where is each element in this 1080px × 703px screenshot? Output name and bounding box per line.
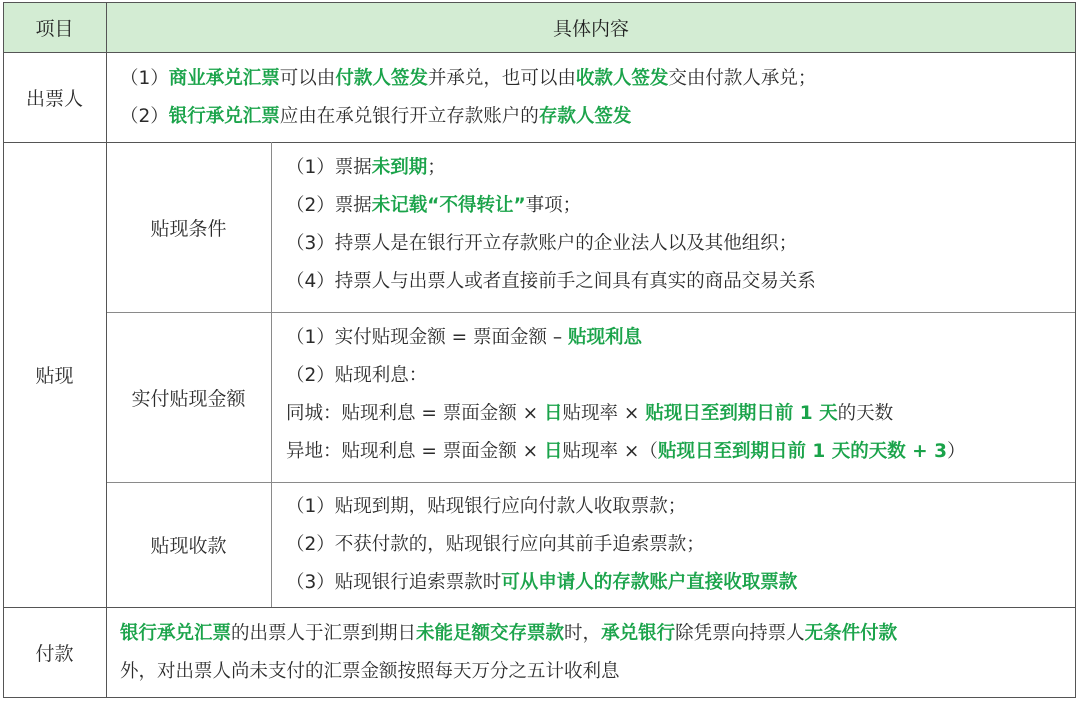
text-segment: （2） [120, 106, 169, 127]
highlight-text: 未到期 [371, 157, 428, 178]
border-col-divider [106, 2, 107, 698]
border-sub0-bottom [106, 312, 1076, 313]
highlight-text: 日 [544, 441, 563, 462]
text-segment: （1）实付贴现金额 = 票面金额 – [286, 327, 569, 348]
text-segment: 可以由 [279, 68, 336, 89]
text-segment: 贴现率 ×（ [562, 441, 658, 462]
text-segment: 外，对出票人尚未支付的汇票金额按照每天万分之五计收利息 [120, 661, 620, 682]
drawer-content [120, 60, 1070, 136]
border-top [3, 2, 1076, 3]
border-sub1-bottom [106, 482, 1076, 483]
border-sub-divider [271, 142, 272, 607]
border-discount-bottom [3, 607, 1076, 608]
highlight-text: 收款人签发 [575, 68, 669, 89]
border-bottom [3, 697, 1076, 698]
content-line [286, 564, 1071, 602]
highlight-text: 无条件付款 [804, 623, 898, 644]
content-line [286, 357, 1071, 395]
text-segment: 事项； [525, 195, 582, 216]
highlight-text: 可从申请人的存款账户直接收取票款 [501, 572, 798, 593]
text-segment: 的天数 [837, 403, 894, 424]
collection-label: 贴现收款 [150, 535, 227, 557]
highlight-text: 贴现利息 [568, 327, 643, 348]
text-segment: （3）持票人是在银行开立存款账户的企业法人以及其他组织； [286, 233, 798, 254]
highlight-text: 未能足额交存票款 [416, 623, 565, 644]
highlight-text: 贴现日至到期日前 1 天 [645, 403, 838, 424]
highlight-text: 存款人签发 [538, 106, 632, 127]
content-line [286, 149, 1071, 187]
header-item-label: 项目 [35, 17, 74, 40]
text-segment: （1）票据 [286, 157, 372, 178]
sub-label-collection [106, 482, 271, 607]
header-col-item [3, 2, 106, 52]
text-segment: （3）贴现银行追索票款时 [286, 572, 502, 593]
content-line [286, 225, 1071, 263]
payment-content [120, 615, 1070, 691]
content-line [286, 263, 1071, 301]
highlight-text: 银行承兑汇票 [120, 623, 232, 644]
row-label-drawer [3, 52, 106, 142]
payment-label: 付款 [35, 643, 74, 665]
content-line [120, 615, 1070, 653]
text-segment: ； [427, 157, 446, 178]
content-line [120, 60, 1070, 98]
collection-content [286, 488, 1071, 602]
text-segment: 的出票人于汇票到期日 [231, 623, 417, 644]
text-segment: （1）贴现到期，贴现银行应向付款人收取票款； [286, 496, 687, 517]
content-line [286, 433, 1071, 471]
text-segment: 异地：贴现利息 = 票面金额 × [286, 441, 545, 462]
summary-table [3, 2, 1076, 698]
text-segment: 应由在承兑银行开立存款账户的 [279, 106, 539, 127]
highlight-text: 商业承兑汇票 [168, 68, 280, 89]
conditions-content [286, 149, 1071, 301]
text-segment: 交由付款人承兑； [668, 68, 817, 89]
content-line [286, 526, 1071, 564]
text-segment: 同城：贴现利息 = 票面金额 × [286, 403, 545, 424]
row-label-discount [3, 142, 106, 607]
amount-label: 实付贴现金额 [131, 387, 246, 410]
content-line [286, 319, 1071, 357]
text-segment: ） [946, 441, 966, 462]
highlight-text: 未记载“不得转让” [371, 195, 526, 216]
highlight-text: 银行承兑汇票 [168, 106, 280, 127]
text-segment: （1） [120, 68, 169, 89]
highlight-text: 日 [544, 403, 563, 424]
sub-label-conditions [106, 142, 271, 312]
header-content-label: 具体内容 [552, 17, 629, 40]
discount-label: 贴现 [35, 365, 74, 387]
content-line [286, 488, 1071, 526]
text-segment: （2）贴现利息： [286, 365, 428, 386]
amount-content [286, 319, 1071, 471]
text-segment: （2）票据 [286, 195, 372, 216]
border-drawer-bottom [3, 142, 1076, 143]
border-right [1075, 2, 1076, 698]
text-segment: （2）不获付款的，贴现银行应向其前手追索票款； [286, 534, 705, 555]
highlight-text: 承兑银行 [601, 623, 676, 644]
text-segment: 贴现率 × [562, 403, 646, 424]
text-segment: （4）持票人与出票人或者直接前手之间具有真实的商品交易关系 [286, 271, 816, 292]
border-left [3, 2, 4, 698]
border-header-bottom [3, 52, 1076, 53]
content-line [286, 395, 1071, 433]
highlight-text: 贴现日至到期日前 1 天的天数 + 3 [657, 441, 947, 462]
conditions-label: 贴现条件 [150, 217, 227, 240]
content-line [120, 653, 1070, 691]
content-line [286, 187, 1071, 225]
text-segment: 时， [564, 623, 602, 644]
highlight-text: 付款人签发 [335, 68, 428, 89]
row-label-payment [3, 607, 106, 698]
sub-label-amount [106, 312, 271, 482]
header-col-content [106, 2, 1076, 52]
text-segment: 除凭票向持票人 [675, 623, 805, 644]
text-segment: 并承兑，也可以由 [427, 68, 576, 89]
drawer-label: 出票人 [25, 87, 83, 110]
content-line [120, 98, 1070, 136]
